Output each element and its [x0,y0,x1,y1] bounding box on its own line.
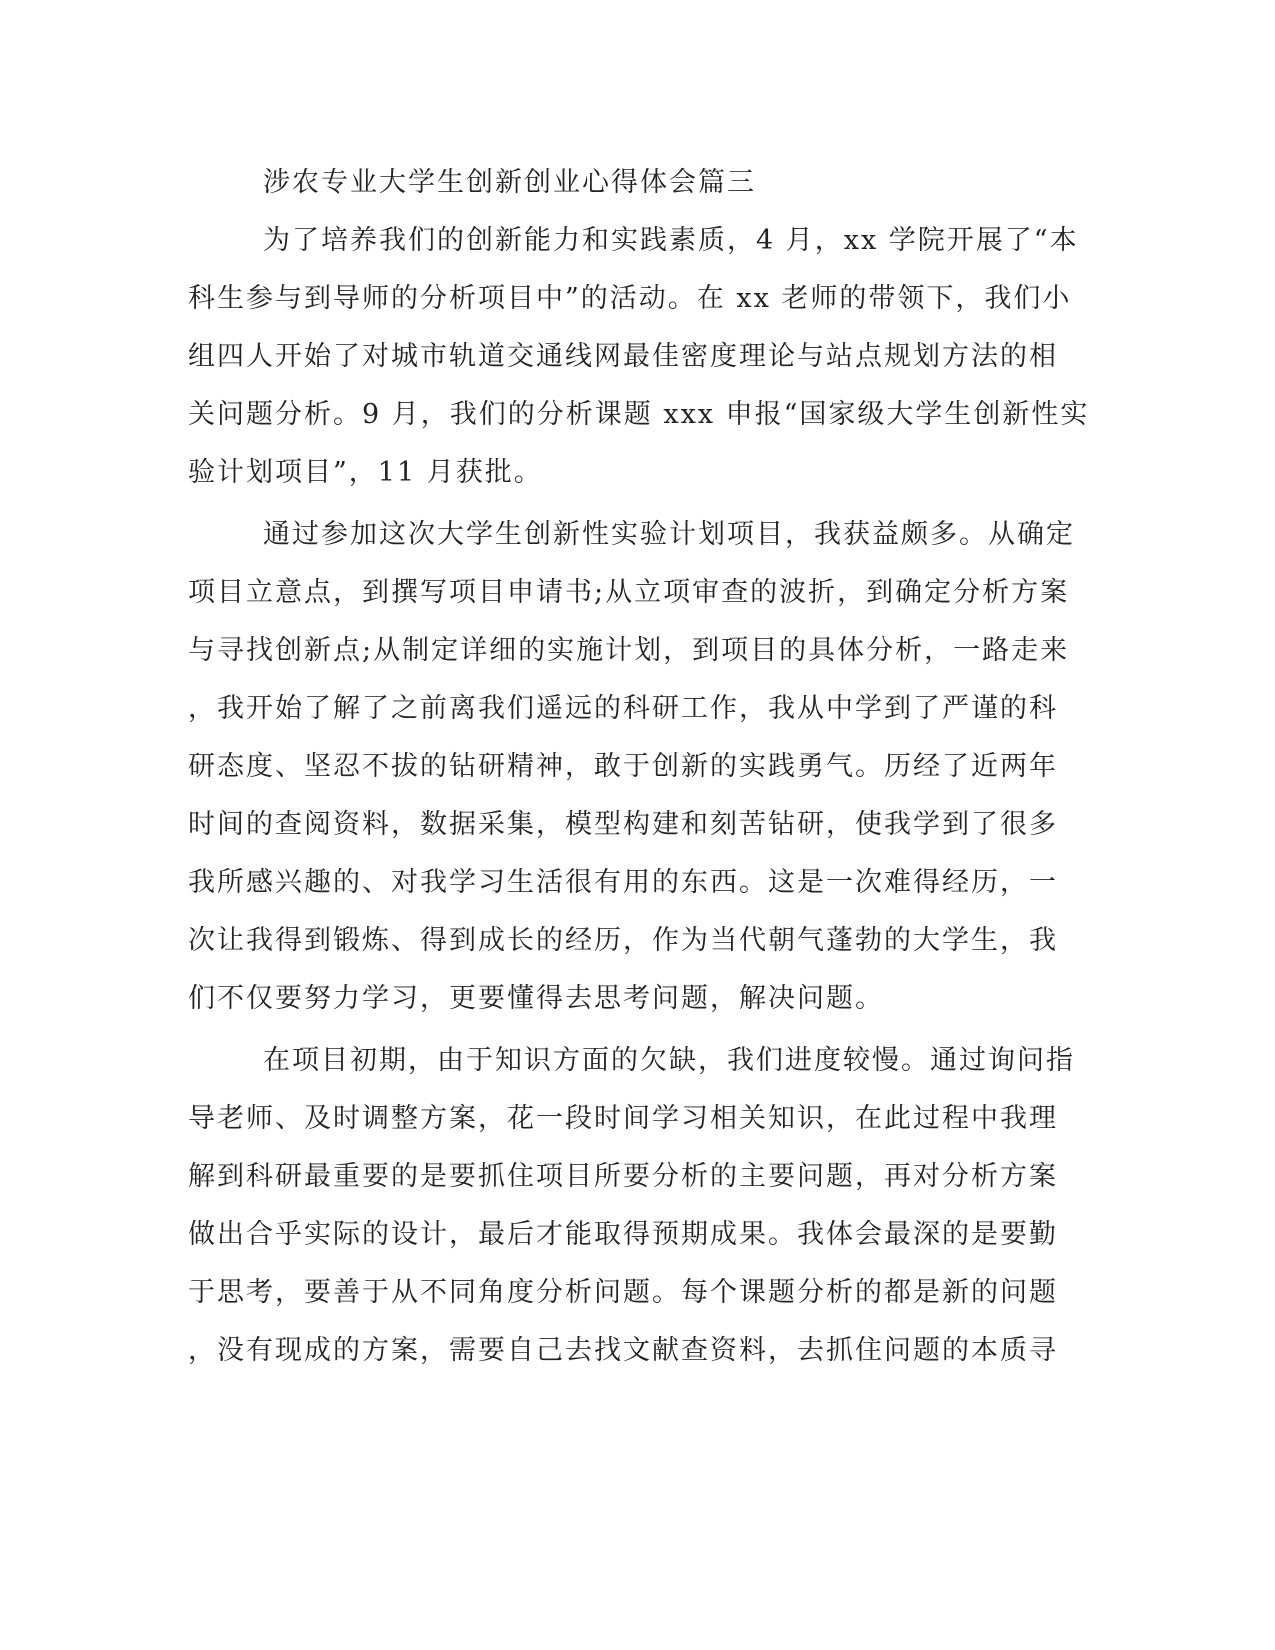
text-line: 解到科研最重要的是要抓住项目所要分析的主要问题，再对分析方案 [188,1161,1058,1192]
text-line: 科生参与到导师的分析项目中”的活动。在 xx 老师的带领下，我们小 [188,283,1072,314]
text-line: 次让我得到锻炼、得到成长的经历，作为当代朝气蓬勃的大学生，我 [188,925,1058,956]
text-line: ，没有现成的方案，需要自己去找文献查资料，去抓住问题的本质寻 [188,1335,1058,1366]
document-title: 涉农专业大学生创新创业心得体会篇三 [263,167,756,198]
text-line: 为了培养我们的创新能力和实践素质，4 月，xx 学院开展了“本 [263,225,1079,256]
text-line: 关问题分析。9 月，我们的分析课题 xxx 申报“国家级大学生创新性实 [188,399,1090,430]
text-line: 验计划项目”，11 月获批。 [188,457,543,488]
text-line: 们不仅要努力学习，更要懂得去思考问题，解决问题。 [188,983,884,1014]
text-line: 时间的查阅资料，数据采集，模型构建和刻苦钻研，使我学到了很多 [188,809,1058,840]
text-line: 通过参加这次大学生创新性实验计划项目，我获益颇多。从确定 [263,519,1075,550]
text-line: 做出合乎实际的设计，最后才能取得预期成果。我体会最深的是要勤 [188,1219,1058,1250]
text-line: 组四人开始了对城市轨道交通线网最佳密度理论与站点规划方法的相 [188,341,1058,372]
text-line: 于思考，要善于从不同角度分析问题。每个课题分析的都是新的问题 [188,1277,1058,1308]
text-line: 我所感兴趣的、对我学习生活很有用的东西。这是一次难得经历，一 [188,867,1058,898]
text-line: ，我开始了解了之前离我们遥远的科研工作，我从中学到了严谨的科 [188,693,1058,724]
text-line: 研态度、坚忍不拔的钻研精神，敢于创新的实践勇气。历经了近两年 [188,751,1058,782]
text-line: 项目立意点，到撰写项目申请书;从立项审查的波折，到确定分析方案 [188,577,1070,608]
text-line: 与寻找创新点;从制定详细的实施计划，到项目的具体分析，一路走来 [188,635,1070,666]
text-line: 在项目初期，由于知识方面的欠缺，我们进度较慢。通过询问指 [263,1045,1075,1076]
text-line: 导老师、及时调整方案，花一段时间学习相关知识，在此过程中我理 [188,1103,1058,1134]
